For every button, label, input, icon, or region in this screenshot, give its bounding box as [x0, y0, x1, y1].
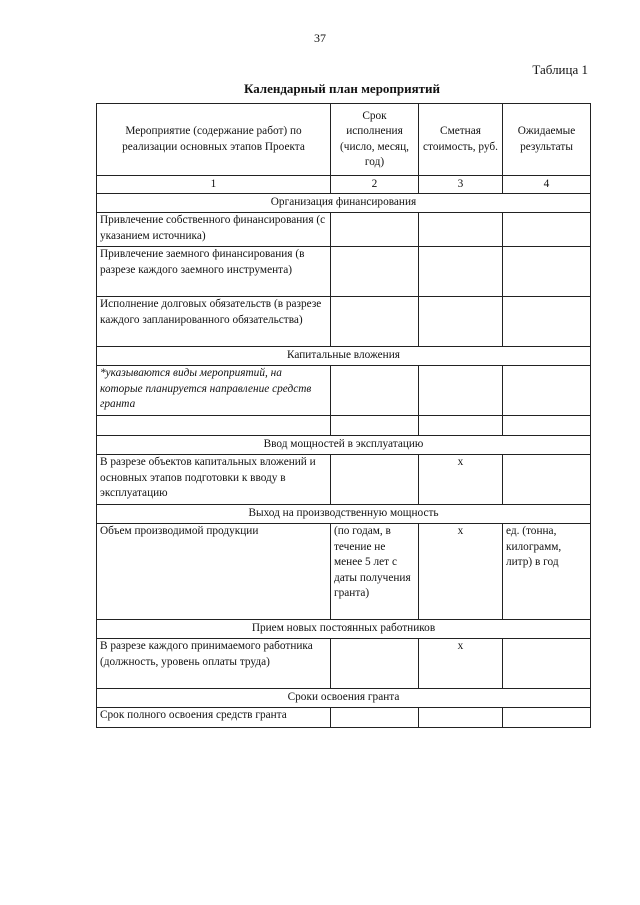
cost-cell	[419, 416, 503, 436]
term-cell	[331, 708, 419, 728]
header-results: Ожидаемые результаты	[503, 104, 591, 176]
section-title: Прием новых постоянных работников	[97, 620, 591, 639]
table-row	[97, 213, 591, 247]
header-term: Срок исполнения (число, месяц, год)	[331, 104, 419, 176]
page-number: 37	[314, 31, 326, 45]
activity-cell	[97, 416, 331, 436]
section-row	[97, 505, 591, 524]
activity-cell: Привлечение собственного финансирования (с указанием источника)	[97, 213, 331, 247]
calendar-plan-table	[96, 103, 591, 728]
cost-cell	[419, 213, 503, 247]
header-cost: Сметная стоимость, руб.	[419, 104, 503, 176]
section-title: Капитальные вложения	[97, 347, 591, 366]
section-title: Выход на производственную мощность	[97, 505, 591, 524]
table-row	[97, 416, 591, 436]
result-cell	[503, 708, 591, 728]
table-row	[97, 455, 591, 505]
table-row	[97, 708, 591, 728]
term-cell	[331, 416, 419, 436]
result-cell	[503, 455, 591, 505]
table-row	[97, 366, 591, 416]
table-row	[97, 247, 591, 297]
result-cell: ед. (тонна, килограмм, литр) в год	[503, 524, 591, 620]
cost-cell	[419, 247, 503, 297]
section-title: Организация финансирования	[97, 194, 591, 213]
table-row	[97, 524, 591, 620]
result-cell	[503, 416, 591, 436]
activity-cell: Привлечение заемного финансирования (в разрезе каждого заемного инструмента)	[97, 247, 331, 297]
column-number: 2	[331, 176, 419, 194]
activity-cell: Объем производимой продукции	[97, 524, 331, 620]
column-number: 3	[419, 176, 503, 194]
term-cell	[331, 366, 419, 416]
activity-cell: Срок полного освоения средств гранта	[97, 708, 331, 728]
result-cell	[503, 639, 591, 689]
section-row	[97, 436, 591, 455]
result-cell	[503, 297, 591, 347]
result-cell	[503, 213, 591, 247]
cost-cell: х	[419, 524, 503, 620]
term-cell	[331, 639, 419, 689]
section-title: Сроки освоения гранта	[97, 689, 591, 708]
table-row	[97, 639, 591, 689]
section-row	[97, 689, 591, 708]
term-cell	[331, 213, 419, 247]
table-row	[97, 297, 591, 347]
term-cell	[331, 247, 419, 297]
cost-cell: х	[419, 455, 503, 505]
header-row	[97, 104, 591, 176]
section-row	[97, 194, 591, 213]
activity-cell: В разрезе каждого принимаемого работника (должность, уровень оплаты труда)	[97, 639, 331, 689]
column-number: 4	[503, 176, 591, 194]
cost-cell	[419, 297, 503, 347]
cost-cell: х	[419, 639, 503, 689]
cost-cell	[419, 366, 503, 416]
activity-cell: В разрезе объектов капитальных вложений и основных этапов подготовки к вводу в эксплуатацию	[97, 455, 331, 505]
result-cell	[503, 247, 591, 297]
term-cell	[331, 297, 419, 347]
section-row	[97, 620, 591, 639]
header-activity: Мероприятие (содержание работ) по реализации основных этапов Проекта	[97, 104, 331, 176]
term-cell	[331, 455, 419, 505]
column-number: 1	[97, 176, 331, 194]
section-row	[97, 347, 591, 366]
section-title: Ввод мощностей в эксплуатацию	[97, 436, 591, 455]
result-cell	[503, 366, 591, 416]
column-numbers-row	[97, 176, 591, 194]
cost-cell	[419, 708, 503, 728]
table-label: Таблица 1	[532, 62, 588, 77]
term-cell: (по годам, в течение не менее 5 лет с даты получения гранта)	[331, 524, 419, 620]
activity-cell: Исполнение долговых обязательств (в разрезе каждого запланированного обязательства)	[97, 297, 331, 347]
activity-cell: *указываются виды мероприятий, на которые планируется направление средств гранта	[97, 366, 331, 416]
table-title: Календарный план мероприятий	[243, 81, 441, 96]
